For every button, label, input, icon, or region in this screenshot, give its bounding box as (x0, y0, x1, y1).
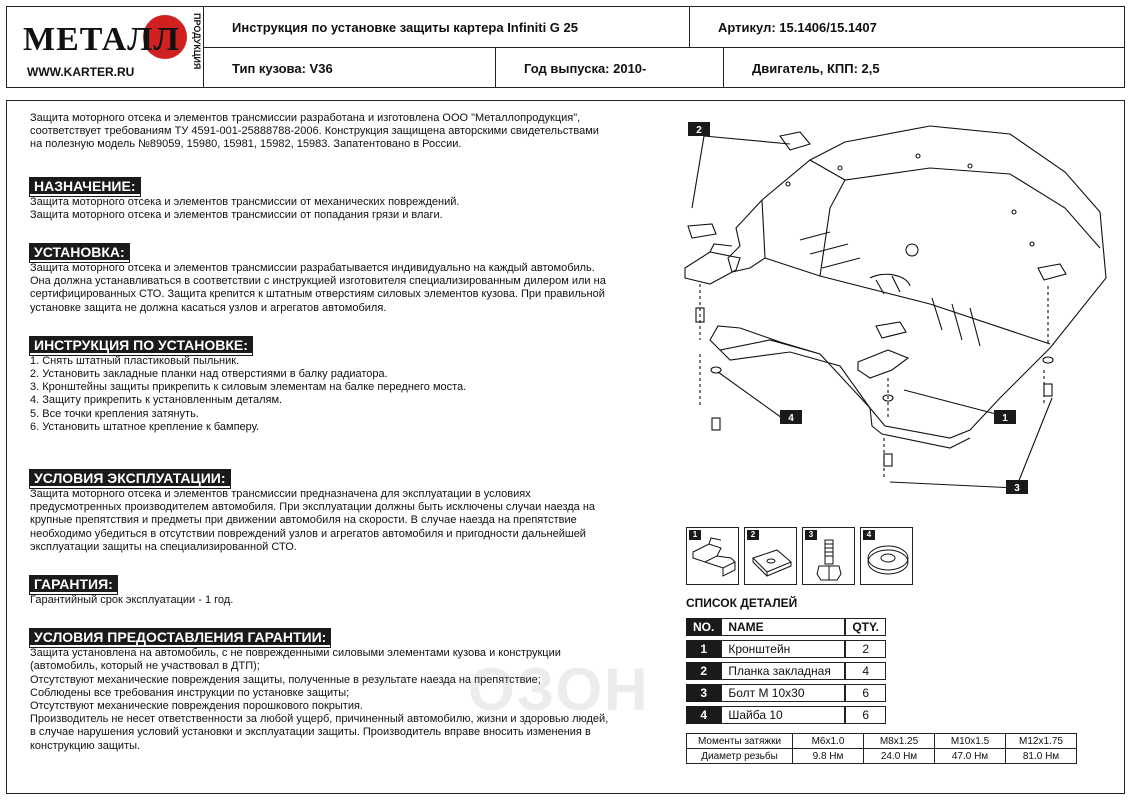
logo (7, 7, 204, 87)
part-illustration-plate: 2 (744, 527, 797, 585)
document-title: Инструкция по установке защиты картера Infiniti G 25 (232, 19, 578, 35)
logo-url: WWW.KARTER.RU (27, 65, 135, 79)
callout-3-label: 3 (1014, 483, 1020, 494)
article-number: Артикул: 15.1406/15.1407 (718, 19, 877, 35)
section-title-purpose: НАЗНАЧЕНИЕ: (30, 178, 140, 196)
section-operation: Защита моторного отсека и элементов трансмиссии предназначена для эксплуатации в условиях предусмотренных производителем автомобиля. При эксплуатации должны быть исключены случаи наезда на крупные препятствия и предметы при движении автомобиля на скорости. В случае наезда на препятствие необходимо убедиться в отсутствии повреждений узлов и агрегатов автомобиля и пригодности дальнейшей эксплуатации защиты на специализированной СТО. (30, 488, 596, 553)
section-warranty: Гарантийный срок эксплуатации - 1 год. (30, 594, 234, 607)
section-warranty-conditions: Защита установлена на автомобиль, с не поврежденными силовыми элементами кузова и конструкции (автомобиль, который не участвовал в ДТП); Отсутствуют механические повреждения защиты, полученные в результате наезда на препятствие; Соблюдены все требования инструкции по установке защиты; Отсутствуют механические повреждения порошкового покрытия. Производитель не несет ответственности за любой ущерб, причиненный автомобилю, жизни и здоровью людей, в случае нарушения условий установки и эксплуатации защиты. Производитель вправе вносить изменения в конструкцию защиты. (30, 647, 609, 752)
torque-table (686, 733, 1077, 764)
body-type: Тип кузова: V36 (232, 60, 333, 76)
plate-icon (745, 528, 798, 586)
table-row: 4 Шайба 10 6 (686, 706, 886, 724)
section-title-install: УСТАНОВКА: (30, 244, 129, 262)
table-row: 2 Планка закладная 4 (686, 662, 886, 680)
section-title-warranty-conditions: УСЛОВИЯ ПРЕДОСТАВЛЕНИЯ ГАРАНТИИ: (30, 629, 330, 647)
part-illustrations (686, 527, 913, 589)
drawing-callout-3 (1006, 480, 1028, 494)
part-illustration-bolt: 3 (802, 527, 855, 585)
logo-vertical-text: ПРОДУКЦИЯ (192, 13, 202, 70)
document-header (6, 6, 1125, 88)
section-title-warranty: ГАРАНТИЯ: (30, 576, 117, 594)
bolt-icon (803, 528, 856, 586)
section-instructions: 1. Снять штатный пластиковый пыльник. 2. Установить закладные планки над отверстиями в балку радиатора. 3. Кронштейны защиты прикрепить к силовым элементам на балке переднего моста. 4. Защиту прикрепить к установленным деталям. 5. Все точки крепления затянуть. 6. Установить штатное крепление к бамперу. (30, 354, 467, 433)
bracket-icon (687, 528, 740, 586)
washer-icon (861, 528, 914, 586)
intro-paragraph: Защита моторного отсека и элементов трансмиссии разработана и изготовлена ООО "Металлопродукция", соответствует требованиям ТУ 4591-001-25888788-2006. Конструкция защищена авторскими свидетельствами на полезную модель №89059, 15980, 15981, 15982, 15983. Запатентовано в России. (30, 112, 599, 151)
drawing-callout-4 (780, 410, 802, 424)
parts-header-row: NO. NAME QTY. (686, 618, 886, 636)
logo-text: МЕТАЛЛ (23, 21, 180, 58)
parts-list-table (686, 614, 886, 728)
section-title-operation: УСЛОВИЯ ЭКСПЛУАТАЦИИ: (30, 470, 230, 488)
engine-info: Двигатель, КПП: 2,5 (752, 60, 880, 76)
drawing-callout-2 (688, 122, 710, 136)
parts-list-title: СПИСОК ДЕТАЛЕЙ (686, 596, 798, 610)
watermark: ОЗОН (468, 656, 650, 723)
section-purpose: Защита моторного отсека и элементов трансмиссии от механических повреждений. Защита моторного отсека и элементов трансмиссии от попадания грязи и влаги. (30, 195, 460, 221)
part-illustration-washer: 4 (860, 527, 913, 585)
part-illustration-bracket: 1 (686, 527, 739, 585)
table-row: Моменты затяжки M6x1.0 M8x1.25 M10x1.5 M12x1.75 (687, 734, 1077, 749)
production-year: Год выпуска: 2010- (524, 60, 647, 76)
table-row: 3 Болт М 10х30 6 (686, 684, 886, 702)
callout-4-label: 4 (788, 413, 794, 424)
callout-2-label: 2 (696, 125, 702, 136)
section-title-instructions: ИНСТРУКЦИЯ ПО УСТАНОВКЕ: (30, 337, 252, 355)
table-row: Диаметр резьбы 9.8 Нм 24.0 Нм 47.0 Нм 81.0 Нм (687, 749, 1077, 764)
callout-1-label: 1 (1002, 413, 1008, 424)
table-row: 1 Кронштейн 2 (686, 640, 886, 658)
section-install: Защита моторного отсека и элементов трансмиссии разрабатывается индивидуально на каждый автомобиль. Она должна устанавливаться в соответствии с инструкцией изготовителя специализированным дилером или на сертифицированных СТО. Защита крепится к штатным отверстиям силовых элементов кузова. При правильной установке защита не должна касаться узлов и агрегатов автомобиля. (30, 262, 606, 314)
skid-plate-drawing (670, 108, 1120, 498)
drawing-callout-1 (994, 410, 1016, 424)
